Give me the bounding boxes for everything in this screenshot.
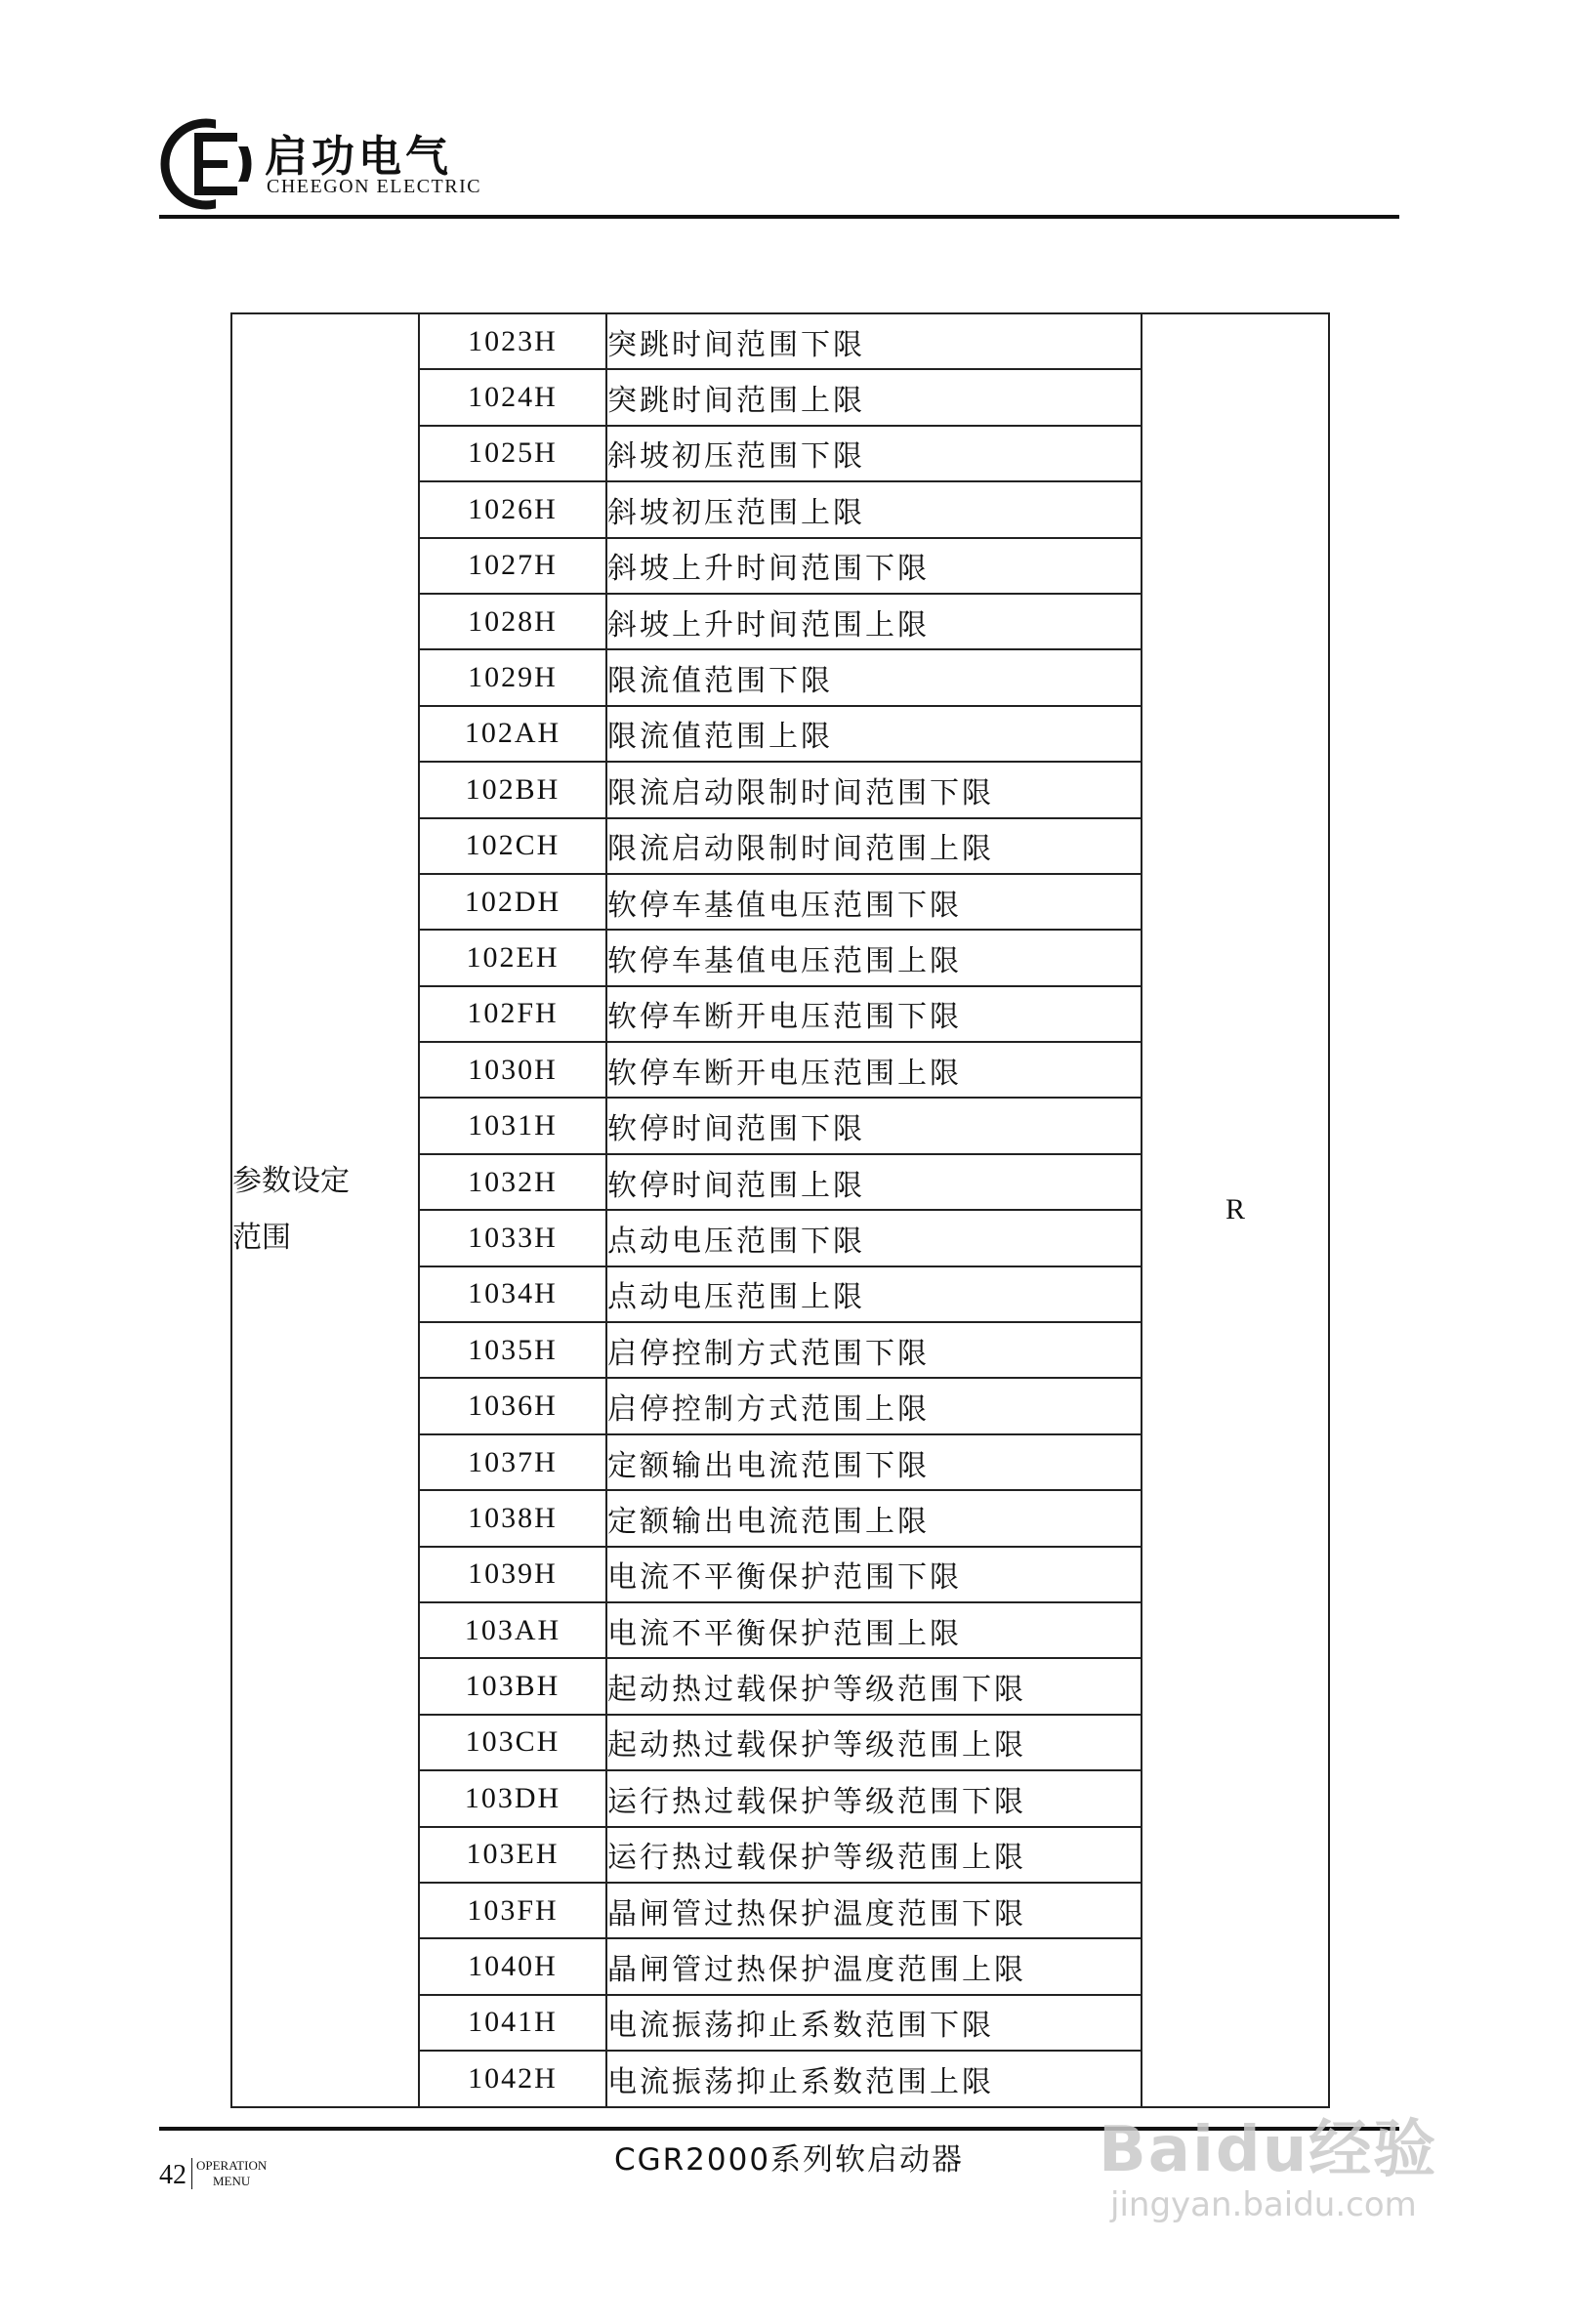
register-address: 1039H bbox=[419, 1547, 606, 1602]
register-address: 1026H bbox=[419, 481, 606, 537]
register-description: 点动电压范围下限 bbox=[606, 1210, 1142, 1266]
register-address: 1037H bbox=[419, 1434, 606, 1490]
register-description: 限流启动限制时间范围上限 bbox=[606, 818, 1142, 874]
baidu-watermark bbox=[1099, 2099, 1470, 2236]
register-description: 限流值范围下限 bbox=[606, 649, 1142, 705]
header-divider bbox=[159, 215, 1399, 219]
register-address: 1032H bbox=[419, 1154, 606, 1210]
register-table bbox=[230, 312, 1330, 2108]
register-description: 点动电压范围上限 bbox=[606, 1266, 1142, 1322]
group-label-line1: 参数设定 bbox=[232, 1164, 350, 1199]
register-address: 1028H bbox=[419, 594, 606, 649]
register-description: 斜坡初压范围上限 bbox=[606, 481, 1142, 537]
register-address: 102EH bbox=[419, 930, 606, 985]
register-address: 103AH bbox=[419, 1602, 606, 1658]
access-mode: R bbox=[1142, 313, 1329, 2107]
register-address: 1025H bbox=[419, 426, 606, 481]
watermark-url: jingyan.baidu.com bbox=[1110, 2185, 1417, 2224]
register-description: 起动热过载保护等级范围下限 bbox=[606, 1658, 1142, 1714]
register-address: 1035H bbox=[419, 1322, 606, 1378]
register-address: 1030H bbox=[419, 1042, 606, 1098]
register-address: 1023H bbox=[419, 313, 606, 369]
register-address: 1041H bbox=[419, 1995, 606, 2051]
group-label-line2: 范围 bbox=[232, 1221, 291, 1256]
register-description: 斜坡初压范围下限 bbox=[606, 426, 1142, 481]
register-address: 102DH bbox=[419, 874, 606, 930]
register-description: 晶闸管过热保护温度范围下限 bbox=[606, 1883, 1142, 1938]
register-description: 突跳时间范围下限 bbox=[606, 313, 1142, 369]
register-description: 启停控制方式范围上限 bbox=[606, 1378, 1142, 1433]
register-description: 软停车基值电压范围下限 bbox=[606, 874, 1142, 930]
register-description: 运行热过载保护等级范围下限 bbox=[606, 1770, 1142, 1826]
register-address: 102FH bbox=[419, 986, 606, 1042]
register-description: 斜坡上升时间范围下限 bbox=[606, 538, 1142, 594]
register-description: 启停控制方式范围下限 bbox=[606, 1322, 1142, 1378]
register-address: 1040H bbox=[419, 1938, 606, 1994]
register-address: 1036H bbox=[419, 1378, 606, 1433]
register-address: 1038H bbox=[419, 1490, 606, 1546]
register-address: 103CH bbox=[419, 1715, 606, 1770]
register-address: 1029H bbox=[419, 649, 606, 705]
group-label-cell bbox=[231, 313, 419, 2107]
company-name-en: CHEEGON ELECTRIC bbox=[267, 176, 482, 197]
register-address: 1034H bbox=[419, 1266, 606, 1322]
section-label-line2: MENU bbox=[212, 2174, 251, 2188]
table-row bbox=[231, 313, 1329, 369]
register-description: 电流振荡抑止系数范围下限 bbox=[606, 1995, 1142, 2051]
register-address: 103EH bbox=[419, 1827, 606, 1883]
register-description: 电流振荡抑止系数范围上限 bbox=[606, 2051, 1142, 2106]
register-description: 运行热过载保护等级范围上限 bbox=[606, 1827, 1142, 1883]
register-description: 定额输出电流范围上限 bbox=[606, 1490, 1142, 1546]
register-description: 软停车断开电压范围上限 bbox=[606, 1042, 1142, 1098]
register-description: 限流启动限制时间范围下限 bbox=[606, 762, 1142, 817]
register-description: 斜坡上升时间范围上限 bbox=[606, 594, 1142, 649]
register-description: 限流值范围上限 bbox=[606, 706, 1142, 762]
section-label-line1: OPERATION bbox=[196, 2158, 268, 2173]
register-address: 102AH bbox=[419, 706, 606, 762]
register-address: 102BH bbox=[419, 762, 606, 817]
register-address: 103FH bbox=[419, 1883, 606, 1938]
document-title: CGR2000系列软启动器 bbox=[613, 2142, 965, 2178]
register-address: 102CH bbox=[419, 818, 606, 874]
register-address: 1024H bbox=[419, 369, 606, 425]
register-address: 103BH bbox=[419, 1658, 606, 1714]
register-description: 软停时间范围下限 bbox=[606, 1098, 1142, 1153]
watermark-main: Baidu经验 bbox=[1099, 2114, 1438, 2186]
cheegon-logo-icon bbox=[159, 117, 253, 211]
register-description: 起动热过载保护等级范围上限 bbox=[606, 1715, 1142, 1770]
register-description: 软停时间范围上限 bbox=[606, 1154, 1142, 1210]
page-number: 42 bbox=[159, 2160, 187, 2190]
register-address: 1031H bbox=[419, 1098, 606, 1153]
register-description: 电流不平衡保护范围上限 bbox=[606, 1602, 1142, 1658]
register-description: 软停车基值电压范围上限 bbox=[606, 930, 1142, 985]
register-description: 软停车断开电压范围下限 bbox=[606, 986, 1142, 1042]
register-description: 定额输出电流范围下限 bbox=[606, 1434, 1142, 1490]
register-address: 1033H bbox=[419, 1210, 606, 1266]
register-description: 突跳时间范围上限 bbox=[606, 369, 1142, 425]
register-description: 电流不平衡保护范围下限 bbox=[606, 1547, 1142, 1602]
register-address: 1042H bbox=[419, 2051, 606, 2106]
company-name-cn: 启功电气 bbox=[265, 132, 452, 182]
register-description: 晶闸管过热保护温度范围上限 bbox=[606, 1938, 1142, 1994]
page-header bbox=[159, 107, 1399, 220]
register-address: 103DH bbox=[419, 1770, 606, 1826]
register-address: 1027H bbox=[419, 538, 606, 594]
